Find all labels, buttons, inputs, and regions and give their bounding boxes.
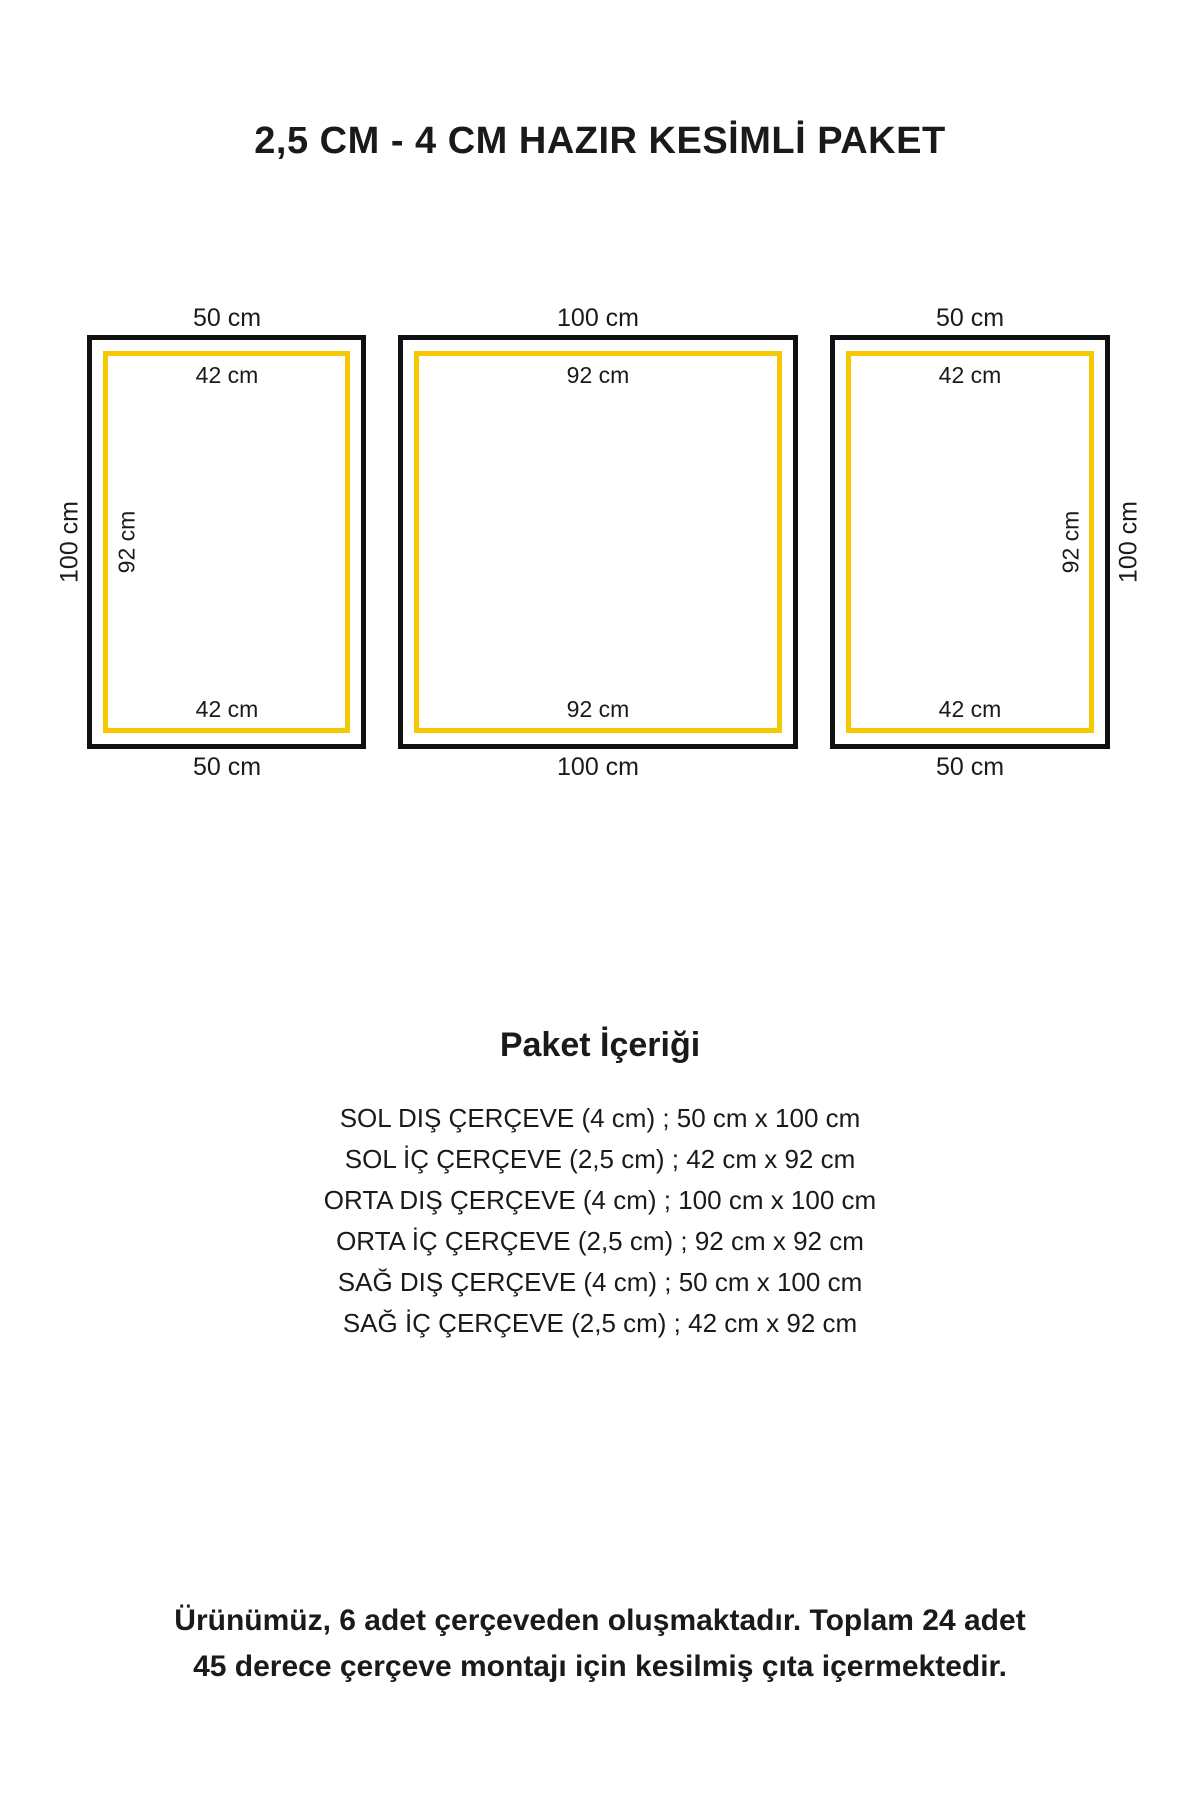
- list-item: SOL İÇ ÇERÇEVE (2,5 cm) ; 42 cm x 92 cm: [344, 1144, 856, 1174]
- middle-inner-frame: [414, 351, 782, 733]
- footer-line-2: 45 derece çerçeve montajı için kesilmiş çıta içermektedir.: [193, 1650, 1007, 1683]
- left-outer-top-label: 50 cm: [192, 304, 262, 332]
- middle-inner-top-label: 92 cm: [566, 362, 630, 388]
- left-outer-side-label: 100 cm: [55, 501, 84, 583]
- list-item: SAĞ DIŞ ÇERÇEVE (4 cm) ; 50 cm x 100 cm: [337, 1267, 863, 1297]
- package-contents-list: [0, 1098, 1200, 1344]
- right-outer-bottom-label: 50 cm: [935, 753, 1005, 781]
- right-inner-bottom-label: 42 cm: [938, 696, 1002, 722]
- left-inner-top-label: 42 cm: [195, 362, 259, 388]
- list-item: ORTA İÇ ÇERÇEVE (2,5 cm) ; 92 cm x 92 cm: [336, 1226, 864, 1256]
- list-item: ORTA DIŞ ÇERÇEVE (4 cm) ; 100 cm x 100 cm: [323, 1185, 877, 1215]
- right-outer-top-label: 50 cm: [935, 304, 1005, 332]
- middle-inner-bottom-label: 92 cm: [566, 696, 630, 722]
- left-inner-frame: [103, 351, 350, 733]
- package-contents-title: Paket İçeriği: [499, 1026, 701, 1064]
- middle-outer-frame: [398, 335, 798, 749]
- right-outer-side-label: 100 cm: [1114, 501, 1143, 583]
- page-title: 2,5 CM - 4 CM HAZIR KESİMLİ PAKET: [254, 120, 946, 162]
- middle-outer-top-label: 100 cm: [557, 304, 639, 332]
- left-inner-side-label: 92 cm: [113, 510, 140, 574]
- right-inner-side-label: 92 cm: [1057, 510, 1084, 574]
- left-outer-bottom-label: 50 cm: [192, 753, 262, 781]
- footer-note: [0, 1598, 1200, 1690]
- right-inner-top-label: 42 cm: [938, 362, 1002, 388]
- list-item: SAĞ İÇ ÇERÇEVE (2,5 cm) ; 42 cm x 92 cm: [342, 1308, 858, 1338]
- left-inner-bottom-label: 42 cm: [195, 696, 259, 722]
- middle-outer-bottom-label: 100 cm: [557, 753, 639, 781]
- footer-line-1: Ürünümüz, 6 adet çerçeveden oluşmaktadır. Toplam 24 adet: [174, 1604, 1026, 1637]
- list-item: SOL DIŞ ÇERÇEVE (4 cm) ; 50 cm x 100 cm: [339, 1103, 861, 1133]
